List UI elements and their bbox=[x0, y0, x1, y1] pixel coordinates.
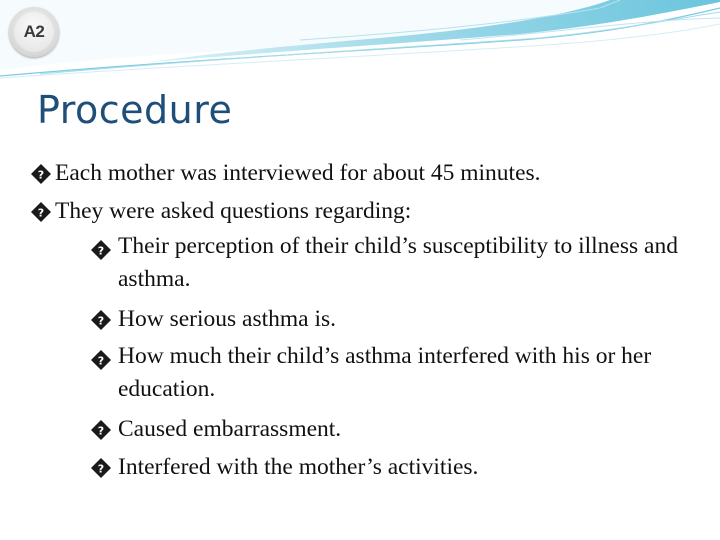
sub-bullet-item bbox=[30, 410, 700, 448]
bullet-text: Each mother was interviewed for about 45 minutes. bbox=[55, 160, 541, 186]
svg-text:?: ? bbox=[97, 314, 105, 328]
sub-bullet-item bbox=[30, 230, 700, 296]
missing-glyph-icon bbox=[90, 419, 112, 441]
bullet-text: They were asked questions regarding: bbox=[55, 198, 412, 224]
bullet-list bbox=[30, 154, 700, 486]
bullet-text: How much their child’s asthma interfered with his or her education. bbox=[118, 343, 652, 402]
missing-glyph-icon bbox=[90, 457, 112, 479]
bullet-item bbox=[30, 192, 700, 230]
svg-text:?: ? bbox=[37, 206, 45, 220]
missing-glyph-icon bbox=[90, 349, 112, 371]
svg-text:?: ? bbox=[97, 244, 105, 258]
bullet-text: Interfered with the mother’s activities. bbox=[118, 454, 479, 480]
svg-text:?: ? bbox=[37, 168, 45, 182]
slide-title: Procedure bbox=[37, 88, 233, 132]
missing-glyph-icon bbox=[30, 201, 52, 223]
missing-glyph-icon bbox=[90, 239, 112, 261]
logo-text: A2 bbox=[14, 12, 54, 52]
sub-bullet-item bbox=[30, 300, 700, 338]
logo-badge bbox=[9, 7, 59, 57]
missing-glyph-icon bbox=[30, 163, 52, 185]
sub-bullet-item bbox=[30, 340, 700, 406]
svg-text:?: ? bbox=[97, 354, 105, 368]
header-wave-decoration bbox=[0, 0, 720, 80]
sub-bullet-item bbox=[30, 448, 700, 486]
bullet-text: How serious asthma is. bbox=[118, 306, 337, 332]
bullet-item bbox=[30, 154, 700, 192]
bullet-text: Caused embarrassment. bbox=[118, 416, 342, 442]
bullet-text: Their perception of their child’s susceptibility to illness and asthma. bbox=[118, 233, 678, 292]
svg-text:?: ? bbox=[97, 462, 105, 476]
missing-glyph-icon bbox=[90, 309, 112, 331]
svg-text:?: ? bbox=[97, 424, 105, 438]
